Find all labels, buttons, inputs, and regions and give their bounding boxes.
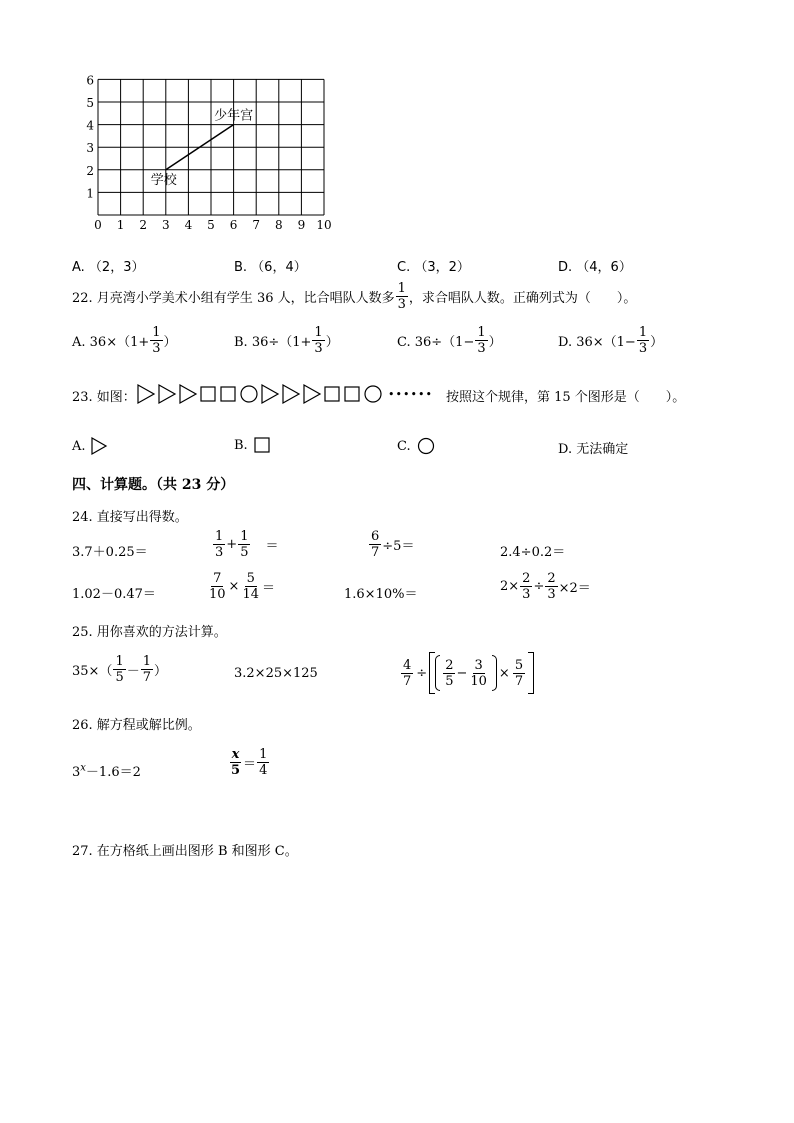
ellipsis-dots: •••••• bbox=[388, 388, 433, 401]
square-icon bbox=[201, 387, 215, 401]
y-tick-label: 6 bbox=[86, 73, 94, 88]
q21-option-a[interactable]: A. （2，3） bbox=[72, 260, 145, 275]
q23-prefix: 23. 如图： bbox=[72, 390, 136, 405]
q25-expr-1: 35×（ $\frac{1}{5}$ － $\frac{1}{7}$ ） bbox=[72, 654, 168, 685]
q27-title: 27. 在方格纸上画出图形 B 和图形 C。 bbox=[72, 844, 298, 859]
q26-equation-1: $3^x-1.6=2$ bbox=[72, 762, 141, 780]
q23-suffix: 按照这个规律，第 15 个图形是（ ）。 bbox=[446, 390, 686, 405]
q23-option-c[interactable]: C. bbox=[397, 437, 435, 455]
q23-shape-sequence bbox=[136, 383, 433, 405]
q25-expr-3: $\frac{4}{7}$ ÷ $\frac{2}{5}$ − $\frac{3}{10}$ × $\frac{5}{7}$ bbox=[400, 652, 534, 694]
q23-option-b[interactable]: B. bbox=[234, 437, 270, 453]
x-tick-label: 8 bbox=[274, 218, 283, 232]
triangle-icon bbox=[159, 385, 175, 403]
school-label: 学校 bbox=[150, 172, 177, 188]
circle-icon bbox=[365, 386, 381, 402]
triangle-icon bbox=[262, 385, 278, 403]
y-tick-label: 1 bbox=[86, 186, 94, 201]
q24-expr-5: 1.02－0.47＝ bbox=[72, 587, 156, 602]
coordinate-grid bbox=[0, 0, 794, 240]
x-tick-label: 4 bbox=[184, 218, 193, 232]
youth-palace-label: 少年宫 bbox=[214, 108, 254, 124]
q24-expr-7: 1.6×10%＝ bbox=[344, 587, 418, 602]
q21-option-c[interactable]: C. （3，2） bbox=[397, 260, 470, 275]
q21-option-b[interactable]: B. （6，4） bbox=[234, 260, 307, 275]
q24-expr-4: 2.4÷0.2＝ bbox=[500, 545, 566, 560]
q24-title: 24. 直接写出得数。 bbox=[72, 510, 188, 525]
q22-question: 22. 月亮湾小学美术小组有学生 36 人，比合唱队人数多 $\frac{1}{3}$ ，求合唱队人数。正确列式为（ ）。 bbox=[72, 281, 637, 312]
x-tick-label: 0 bbox=[94, 218, 102, 232]
triangle-icon bbox=[180, 385, 196, 403]
q25-title: 25. 用你喜欢的方法计算。 bbox=[72, 625, 227, 640]
q26-proportion: $\frac{x}{5}$ ＝ $\frac{1}{4}$ bbox=[231, 747, 268, 778]
x-tick-label: 5 bbox=[207, 218, 215, 232]
triangle-icon bbox=[304, 385, 320, 403]
section-4-title: 四、计算题。（共 23 分） bbox=[72, 477, 235, 493]
x-tick-label: 1 bbox=[116, 218, 125, 232]
q26-title: 26. 解方程或解比例。 bbox=[72, 718, 201, 733]
y-tick-label: 2 bbox=[86, 163, 94, 178]
q24-expr-6: $\frac{7}{10}$ × $\frac{5}{14}$ ＝ bbox=[209, 571, 276, 602]
q24-expr-3: $\frac{6}{7}$ ÷5＝ bbox=[371, 529, 415, 560]
square-icon bbox=[254, 437, 270, 453]
q21-option-d[interactable]: D. （4，6） bbox=[558, 260, 632, 275]
x-tick-label: 2 bbox=[139, 218, 148, 232]
triangle-icon bbox=[90, 437, 108, 455]
q22-option-d[interactable]: D. 36×（1− $\frac{1}{3}$ ） bbox=[558, 325, 664, 356]
circle-icon bbox=[241, 386, 257, 402]
square-icon bbox=[221, 387, 235, 401]
circle-icon bbox=[417, 437, 435, 455]
q22-option-b[interactable]: B. 36÷（1+ $\frac{1}{3}$ ） bbox=[234, 325, 339, 356]
q22-option-a[interactable]: A. 36×（1+ $\frac{1}{3}$ ） bbox=[72, 325, 177, 356]
square-icon bbox=[325, 387, 339, 401]
triangle-icon bbox=[283, 385, 299, 403]
q22-fraction: $\frac{1}{3}$ bbox=[397, 281, 406, 312]
q24-expr-1: 3.7＋0.25＝ bbox=[72, 545, 148, 560]
x-tick-label: 10 bbox=[316, 218, 332, 232]
y-tick-label: 4 bbox=[86, 118, 94, 133]
y-tick-label: 3 bbox=[86, 141, 94, 156]
q23-option-a[interactable]: A. bbox=[72, 437, 108, 455]
y-tick-label: 5 bbox=[86, 96, 94, 110]
triangle-icon bbox=[138, 385, 154, 403]
x-tick-label: 3 bbox=[161, 218, 170, 232]
square-icon bbox=[345, 387, 359, 401]
q24-expr-8: 2× $\frac{2}{3}$ ÷ $\frac{2}{3}$ ×2＝ bbox=[500, 571, 591, 602]
x-tick-label: 9 bbox=[297, 218, 306, 232]
x-tick-label: 7 bbox=[252, 218, 261, 232]
q25-expr-2: 3.2×25×125 bbox=[234, 666, 318, 681]
q23-option-d[interactable]: D. 无法确定 bbox=[558, 442, 629, 457]
x-tick-label: 6 bbox=[229, 218, 238, 232]
q24-expr-2: $\frac{1}{3}$ + $\frac{1}{5}$ ＝ bbox=[215, 529, 279, 560]
q22-option-c[interactable]: C. 36÷（1− $\frac{1}{3}$ ） bbox=[397, 325, 502, 356]
